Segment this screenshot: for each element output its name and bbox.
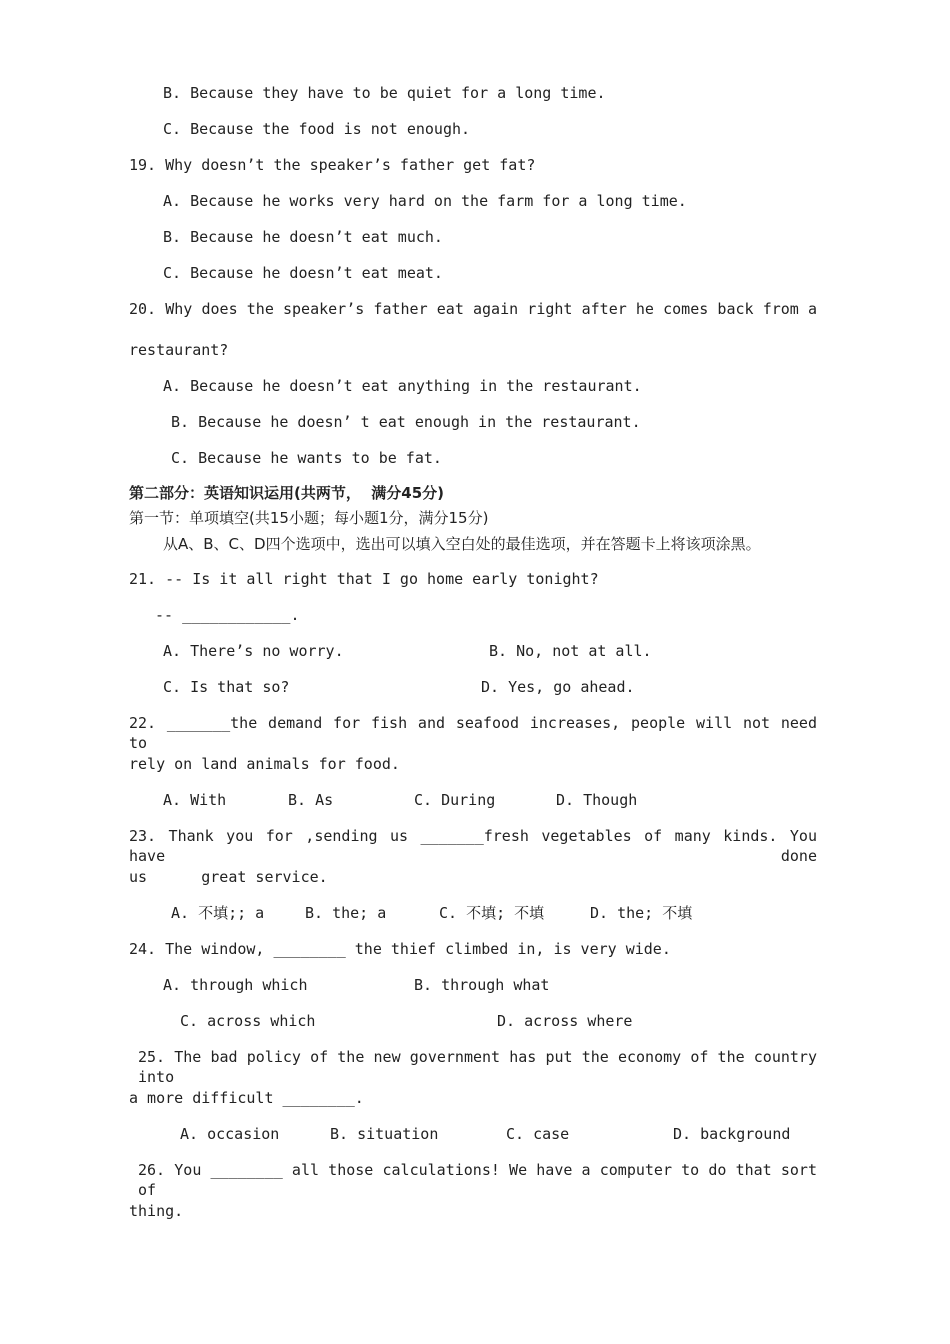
q24-option-d: D. across where xyxy=(497,1012,633,1030)
q23-option-d: D. the; 不填 xyxy=(590,904,693,922)
q19-option-b: B. Because he doesn’t eat much. xyxy=(163,228,443,246)
q20-option-a: A. Because he doesn’t eat anything in the restaurant. xyxy=(163,377,642,395)
q24-option-a: A. through which xyxy=(163,976,308,994)
q19-option-a: A. Because he works very hard on the farm for a long time. xyxy=(163,192,687,210)
section2-title: 第二部分：英语知识运用(共两节， 满分45分) xyxy=(129,484,445,502)
q26-stem-line2: thing. xyxy=(129,1202,184,1220)
q19-option-c: C. Because he doesn’t eat meat. xyxy=(163,264,443,282)
q18-option-c: C. Because the food is not enough. xyxy=(163,120,471,138)
q25-option-d: D. background xyxy=(673,1125,791,1143)
q22-option-a: A. With xyxy=(163,791,227,809)
q25-stem-line1: 25. The bad policy of the new government has put the economy of the country into xyxy=(138,1048,817,1086)
q22-option-b: B. As xyxy=(288,791,334,809)
q24-option-b: B. through what xyxy=(414,976,550,994)
q19-stem: 19. Why doesn’t the speaker’s father get fat? xyxy=(129,156,536,174)
q20-stem-line1: 20. Why does the speaker’s father eat again right after he comes back from a xyxy=(129,300,817,318)
q21-option-d: D. Yes, go ahead. xyxy=(481,678,635,696)
q22-option-c: C. During xyxy=(414,791,496,809)
q24-stem: 24. The window, ________ the thief climbed in, is very wide. xyxy=(129,940,671,958)
q23-stem-line2: us great service. xyxy=(129,868,328,886)
q22-stem-line1: 22. _______the demand for fish and seafood increases, people will not need to xyxy=(129,714,817,752)
q25-stem-line2: a more difficult ________. xyxy=(129,1089,364,1107)
q23-stem-line1: 23. Thank you for ,sending us _______fresh vegetables of many kinds. You have done xyxy=(129,827,817,865)
q21-reply: -- ____________. xyxy=(155,606,300,624)
q22-stem-line2: rely on land animals for food. xyxy=(129,755,400,773)
q26-stem-line1: 26. You ________ all those calculations! We have a computer to do that sort of xyxy=(138,1161,817,1199)
q20-stem-line2: restaurant? xyxy=(129,341,229,359)
q23-option-a: A. 不填;; a xyxy=(171,904,265,922)
q20-option-b: B. Because he doesn’ t eat enough in the restaurant. xyxy=(171,413,641,431)
q23-option-b: B. the; a xyxy=(305,904,387,922)
q23-option-c: C. 不填; 不填 xyxy=(439,904,545,922)
q18-option-b: B. Because they have to be quiet for a long time. xyxy=(163,84,606,102)
q21-option-c: C. Is that so? xyxy=(163,678,290,696)
q21-option-a: A. There’s no worry. xyxy=(163,642,344,660)
section2-subtitle: 第一节：单项填空(共15小题；每小题1分，满分15分) xyxy=(129,509,489,527)
q24-option-c: C. across which xyxy=(180,1012,316,1030)
q25-option-b: B. situation xyxy=(330,1125,439,1143)
q21-stem: 21. -- Is it all right that I go home early tonight? xyxy=(129,570,599,588)
q25-option-c: C. case xyxy=(506,1125,570,1143)
q20-option-c: C. Because he wants to be fat. xyxy=(171,449,442,467)
q25-option-a: A. occasion xyxy=(180,1125,280,1143)
section2-instruction: 从A、B、C、D四个选项中，选出可以填入空白处的最佳选项，并在答题卡上将该项涂黑。 xyxy=(163,535,761,553)
q22-option-d: D. Though xyxy=(556,791,638,809)
q21-option-b: B. No, not at all. xyxy=(489,642,652,660)
